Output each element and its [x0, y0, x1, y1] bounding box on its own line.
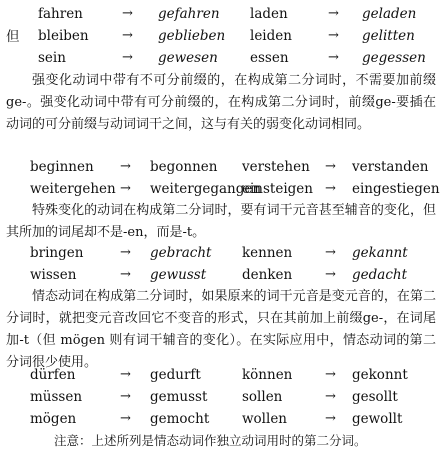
infinitive: fahren: [38, 6, 83, 22]
infinitive: kennen: [242, 245, 293, 261]
infinitive: verstehen: [242, 159, 310, 175]
arrow-icon: →: [325, 181, 336, 196]
verb-row: [0, 408, 440, 430]
participle: gegessen: [362, 50, 426, 66]
participle: gelitten: [362, 28, 415, 44]
note: [54, 430, 367, 452]
infinitive: sollen: [242, 389, 283, 405]
arrow-icon: →: [120, 389, 131, 404]
arrow-icon: →: [122, 50, 133, 65]
participle: geblieben: [158, 28, 226, 44]
arrow-icon: →: [120, 245, 131, 260]
paragraph-text: 情态动词在构成第二分词时，如果原来的词干元音是变元音的，在第二分词时，就把变元音改回它不变音的形式，只在其前加上前缀ge-，在词尾加-t（但 mögen 则有词干辅音的变化）。在实际应用中，情态动词的第二分词很少使用。: [6, 289, 436, 370]
infinitive: müssen: [30, 389, 83, 405]
infinitive: beginnen: [30, 159, 94, 175]
infinitive: essen: [250, 50, 289, 66]
paragraph: [6, 200, 436, 244]
verb-row: [0, 47, 440, 69]
participle: gedurft: [150, 367, 201, 383]
participle: geladen: [362, 6, 417, 22]
participle: eingestiegen: [352, 181, 440, 197]
arrow-icon: →: [120, 181, 131, 196]
arrow-icon: →: [325, 245, 336, 260]
paragraph: [6, 286, 436, 374]
infinitive: laden: [250, 6, 288, 22]
verb-row: [0, 156, 440, 178]
participle: gesollt: [352, 389, 398, 405]
arrow-icon: →: [120, 159, 131, 174]
infinitive: weitergehen: [30, 181, 116, 197]
arrow-icon: →: [122, 28, 133, 43]
arrow-icon: →: [325, 267, 336, 282]
participle: gefahren: [158, 6, 220, 22]
participle: gebracht: [150, 245, 212, 261]
side-word-dan: 但: [6, 29, 20, 45]
infinitive: bleiben: [38, 28, 89, 44]
verb-row: [0, 3, 440, 25]
participle: verstanden: [352, 159, 429, 175]
paragraph: [6, 70, 436, 136]
note-label: 注意：: [54, 433, 92, 448]
participle: weitergegangen: [150, 181, 262, 197]
verb-row: [0, 264, 440, 286]
infinitive: denken: [242, 267, 293, 283]
participle: gemocht: [150, 411, 210, 427]
arrow-icon: →: [120, 367, 131, 382]
arrow-icon: →: [325, 159, 336, 174]
infinitive: dürfen: [30, 367, 76, 383]
arrow-icon: →: [120, 411, 131, 426]
arrow-icon: →: [122, 6, 133, 21]
verb-row: [0, 178, 440, 200]
infinitive: sein: [38, 50, 66, 66]
participle: gedacht: [352, 267, 408, 283]
arrow-icon: →: [120, 267, 131, 282]
infinitive: einsteigen: [242, 181, 313, 197]
arrow-icon: →: [325, 367, 336, 382]
participle: begonnen: [150, 159, 218, 175]
verb-row: [0, 25, 440, 47]
infinitive: mögen: [30, 411, 77, 427]
arrow-icon: →: [328, 6, 339, 21]
verb-row: [0, 242, 440, 264]
verb-row: [0, 364, 440, 386]
infinitive: bringen: [30, 245, 84, 261]
paragraph-text: 特殊变化的动词在构成第二分词时，要有词干元音甚至辅音的变化，但其所加的词尾却不是-en，而是-t。: [6, 203, 436, 240]
participle: gewollt: [352, 411, 403, 427]
arrow-icon: →: [325, 389, 336, 404]
infinitive: wissen: [30, 267, 77, 283]
infinitive: können: [242, 367, 293, 383]
arrow-icon: →: [325, 411, 336, 426]
verb-row: [0, 386, 440, 408]
infinitive: leiden: [250, 28, 292, 44]
participle: gewusst: [150, 267, 207, 283]
paragraph-text: 强变化动词中带有不可分前缀的，在构成第二分词时，不需要加前缀ge-。强变化动词中带有可分前缀的，在构成第二分词时，前缀ge-要插在动词的可分前缀与动词词干之间，这与有关的弱变化动词相同。: [6, 73, 436, 132]
arrow-icon: →: [328, 50, 339, 65]
arrow-icon: →: [328, 28, 339, 43]
infinitive: wollen: [242, 411, 288, 427]
participle: gekannt: [352, 245, 408, 261]
participle: gemusst: [150, 389, 208, 405]
participle: gewesen: [158, 50, 218, 66]
participle: gekonnt: [352, 367, 408, 383]
note-text: 上述所列是情态动词作独立动词用时的第二分词。: [91, 433, 367, 448]
